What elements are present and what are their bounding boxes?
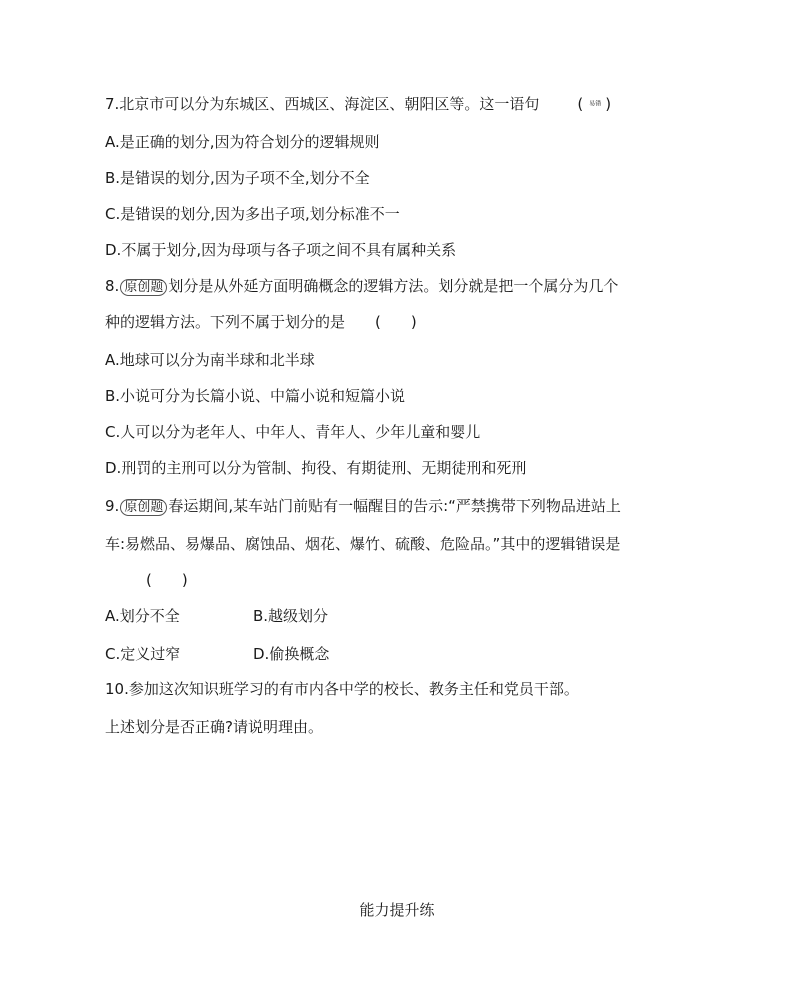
- q9-stem-line1: [105, 496, 621, 516]
- q9-number: 9.: [105, 497, 120, 515]
- q8-original-tag: 原创题: [120, 279, 167, 296]
- q7-option-a: A.是正确的划分,因为符合划分的逻辑规则: [105, 133, 380, 151]
- q7-paren-close: ): [605, 95, 612, 113]
- q7-stem-line: [105, 94, 611, 115]
- q7-option-c: C.是错误的划分,因为多出子项,划分标准不一: [105, 205, 400, 223]
- q7-option-b: B.是错误的划分,因为子项不全,划分不全: [105, 169, 370, 187]
- q8-number: 8.: [105, 277, 120, 295]
- q8-option-c: C.人可以分为老年人、中年人、青年人、少年儿童和婴儿: [105, 423, 481, 441]
- q10-question: 上述划分是否正确?请说明理由。: [105, 718, 323, 736]
- q9-option-a: A.划分不全: [105, 607, 180, 625]
- q10-stem: 10.参加这次知识班学习的有市内各中学的校长、教务主任和党员干部。: [105, 680, 579, 698]
- q7-paren-open: (: [577, 95, 584, 113]
- q8-option-d: D.刑罚的主刑可以分为管制、拘役、有期徒刑、无期徒刑和死刑: [105, 459, 527, 477]
- q8-option-a: A.地球可以分为南半球和北半球: [105, 351, 315, 369]
- q7-option-d: D.不属于划分,因为母项与各子项之间不具有属种关系: [105, 241, 457, 259]
- q9-option-b: B.越级划分: [253, 607, 329, 625]
- q8-stem-1: 划分是从外延方面明确概念的逻辑方法。划分就是把一个属分为几个: [168, 277, 619, 295]
- q7-stem: 7.北京市可以分为东城区、西城区、海淀区、朝阳区等。这一语句: [105, 95, 540, 113]
- q9-stem-line2: 车:易燃品、易爆品、腐蚀品、烟花、爆竹、硫酸、危险品。”其中的逻辑错误是: [105, 535, 621, 553]
- q8-stem-line1: [105, 276, 618, 296]
- q8-stem-2: 种的逻辑方法。下列不属于划分的是: [105, 313, 346, 331]
- q9-option-c: C.定义过窄: [105, 645, 181, 663]
- q9-original-tag: 原创题: [120, 499, 167, 516]
- q8-stem-line2: [105, 312, 417, 332]
- q9-option-d: D.偷换概念: [253, 645, 330, 663]
- q9-answer-paren: ( ): [146, 571, 188, 589]
- q8-answer-paren: ( ): [375, 313, 417, 331]
- q7-tiny-note: 易错: [589, 100, 602, 108]
- section-heading: 能力提升练: [359, 901, 435, 919]
- q9-stem-1: 春运期间,某车站门前贴有一幅醒目的告示:“严禁携带下列物品进站上: [168, 497, 621, 515]
- q8-option-b: B.小说可分为长篇小说、中篇小说和短篇小说: [105, 387, 406, 405]
